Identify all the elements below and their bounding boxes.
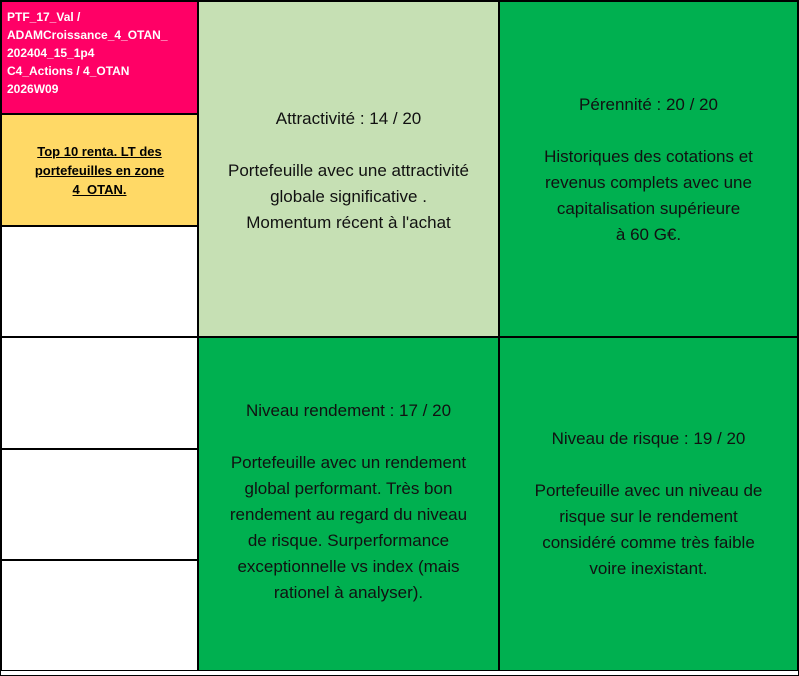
risque-panel xyxy=(499,337,798,671)
top10-cell xyxy=(1,114,198,226)
description-line: voire inexistant. xyxy=(589,559,708,578)
description-line: de risque. Surperformance xyxy=(247,531,450,550)
description-line: global performant. Très bon xyxy=(244,479,453,498)
description-line: globale significative . xyxy=(270,187,427,206)
risque-heading: Niveau de risque : 19 / 20 xyxy=(551,429,746,448)
description-line: considéré comme très faible xyxy=(542,533,755,552)
description-line: revenus complets avec une xyxy=(545,173,752,192)
empty-cell xyxy=(1,337,198,449)
perennite-panel xyxy=(499,1,798,337)
description-line: rendement au regard du niveau xyxy=(229,505,468,524)
description-line: Portefeuille avec une attractivité xyxy=(228,161,469,180)
empty-cell xyxy=(1,449,198,560)
description-line: Historiques des cotations et xyxy=(544,147,753,166)
title-line: 2026W09 xyxy=(7,82,59,96)
perennite-description xyxy=(544,144,753,248)
description-line: capitalisation supérieure xyxy=(556,199,741,218)
perennite-heading: Pérennité : 20 / 20 xyxy=(579,95,718,114)
title-line: ADAMCroissance_4_OTAN_ xyxy=(7,28,168,42)
description-line: Portefeuille avec un rendement xyxy=(230,453,467,472)
attractivite-description xyxy=(228,158,469,236)
description-line: Portefeuille avec un niveau de xyxy=(534,481,763,500)
empty-cell xyxy=(1,560,198,671)
title-line: PTF_17_Val / xyxy=(7,10,81,24)
description-line: à 60 G€. xyxy=(615,225,682,244)
title-line: C4_Actions / 4_OTAN xyxy=(7,64,130,78)
title-line: 202404_15_1p4 xyxy=(7,46,95,60)
attractivite-panel xyxy=(198,1,499,337)
description-line: rationel à analyser). xyxy=(273,583,424,602)
portfolio-title-cell xyxy=(1,1,198,114)
attractivite-heading: Attractivité : 14 / 20 xyxy=(275,109,422,128)
risque-description xyxy=(535,478,763,582)
empty-cell xyxy=(1,226,198,337)
rendement-heading: Niveau rendement : 17 / 20 xyxy=(245,401,452,420)
description-line: risque sur le rendement xyxy=(559,507,738,526)
top10-label: Top 10 renta. LT des portefeuilles en zone 4_OTAN. xyxy=(34,143,165,197)
rendement-panel xyxy=(198,337,499,671)
rendement-description xyxy=(230,450,467,606)
description-line: exceptionnelle vs index (mais xyxy=(237,557,460,576)
description-line: Momentum récent à l'achat xyxy=(246,213,451,232)
